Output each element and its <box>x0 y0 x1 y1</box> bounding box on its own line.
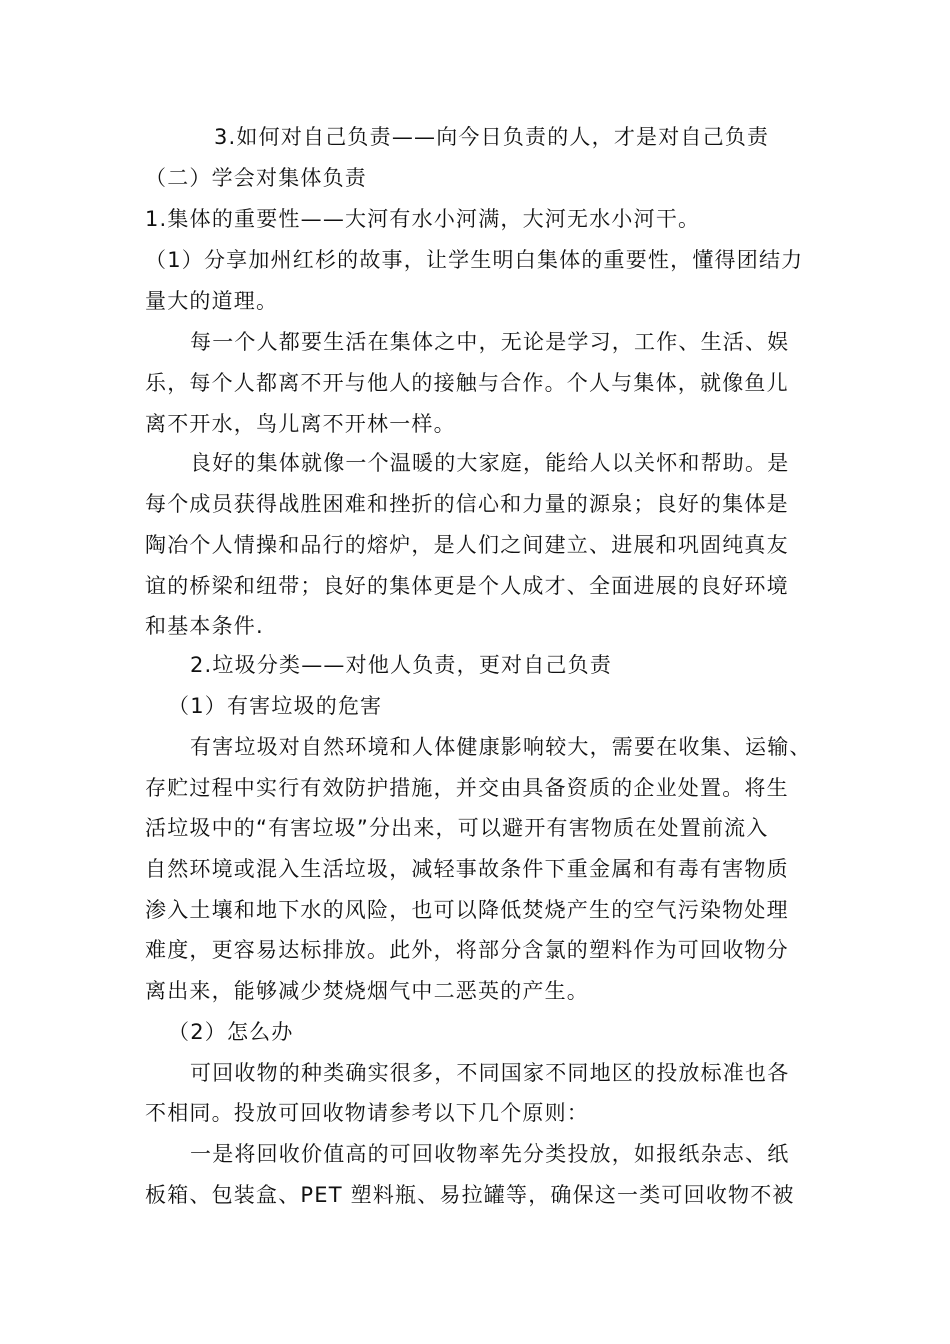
paragraph-line: 量大的道理。 <box>145 289 279 313</box>
subsection-heading-1: 1.集体的重要性——大河有水小河满，大河无水小河干。 <box>145 207 701 231</box>
paragraph-line: 陶冶个人情操和品行的熔炉，是人们之间建立、进展和巩固纯真友 <box>145 533 789 557</box>
section-heading-3: 3.如何对自己负责——向今日负责的人，才是对自己负责 <box>214 125 770 149</box>
paragraph-line: 有害垃圾对自然环境和人体健康影响较大，需要在收集、运输、 <box>190 735 812 759</box>
paragraph-line: 离出来，能够减少焚烧烟气中二恶英的产生。 <box>145 979 589 1003</box>
paragraph-line: 可回收物的种类确实很多，不同国家不同地区的投放标准也各 <box>190 1061 790 1085</box>
paragraph-line: 每一个人都要生活在集体之中，无论是学习，工作、生活、娱 <box>190 330 790 354</box>
paragraph-line: 难度，更容易达标排放。此外，将部分含氯的塑料作为可回收物分 <box>145 938 789 962</box>
paragraph-line: 不相同。投放可回收物请参考以下几个原则： <box>145 1101 589 1125</box>
subsection-heading-2: 2.垃圾分类——对他人负责，更对自己负责 <box>190 653 613 677</box>
paragraph-line: 乐，每个人都离不开与他人的接触与合作。个人与集体，就像鱼儿 <box>145 371 789 395</box>
paragraph-line: 自然环境或混入生活垃圾，减轻事故条件下重金属和有毒有害物质 <box>145 857 789 881</box>
paragraph-line: 存贮过程中实行有效防护措施，并交由具备资质的企业处置。将生 <box>145 776 789 800</box>
paragraph-line: 渗入土壤和地下水的风险，也可以降低焚烧产生的空气污染物处理 <box>145 898 789 922</box>
item-heading-1: （1）有害垃圾的危害 <box>168 694 383 718</box>
paragraph-line: 离不开水，鸟儿离不开林一样。 <box>145 412 456 436</box>
section-heading-2: （二）学会对集体负责 <box>145 166 367 190</box>
paragraph-line: 活垃圾中的“有害垃圾”分出来，可以避开有害物质在处置前流入 <box>145 816 769 840</box>
paragraph-line: 每个成员获得战胜困难和挫折的信心和力量的源泉；良好的集体是 <box>145 492 789 516</box>
paragraph-line: 谊的桥梁和纽带；良好的集体更是个人成才、全面进展的良好环境 <box>145 574 789 598</box>
paragraph-line: 良好的集体就像一个温暖的大家庭，能给人以关怀和帮助。是 <box>190 451 790 475</box>
paragraph-line: 一是将回收价值高的可回收物率先分类投放，如报纸杂志、纸 <box>190 1142 790 1166</box>
paragraph-line: 板箱、包装盒、PET 塑料瓶、易拉罐等，确保这一类可回收物不被 <box>145 1183 795 1207</box>
item-heading-2: （2）怎么办 <box>168 1020 294 1044</box>
paragraph-line: 和基本条件. <box>145 614 264 638</box>
paragraph-line: （1）分享加州红杉的故事，让学生明白集体的重要性，懂得团结力 <box>145 248 804 272</box>
